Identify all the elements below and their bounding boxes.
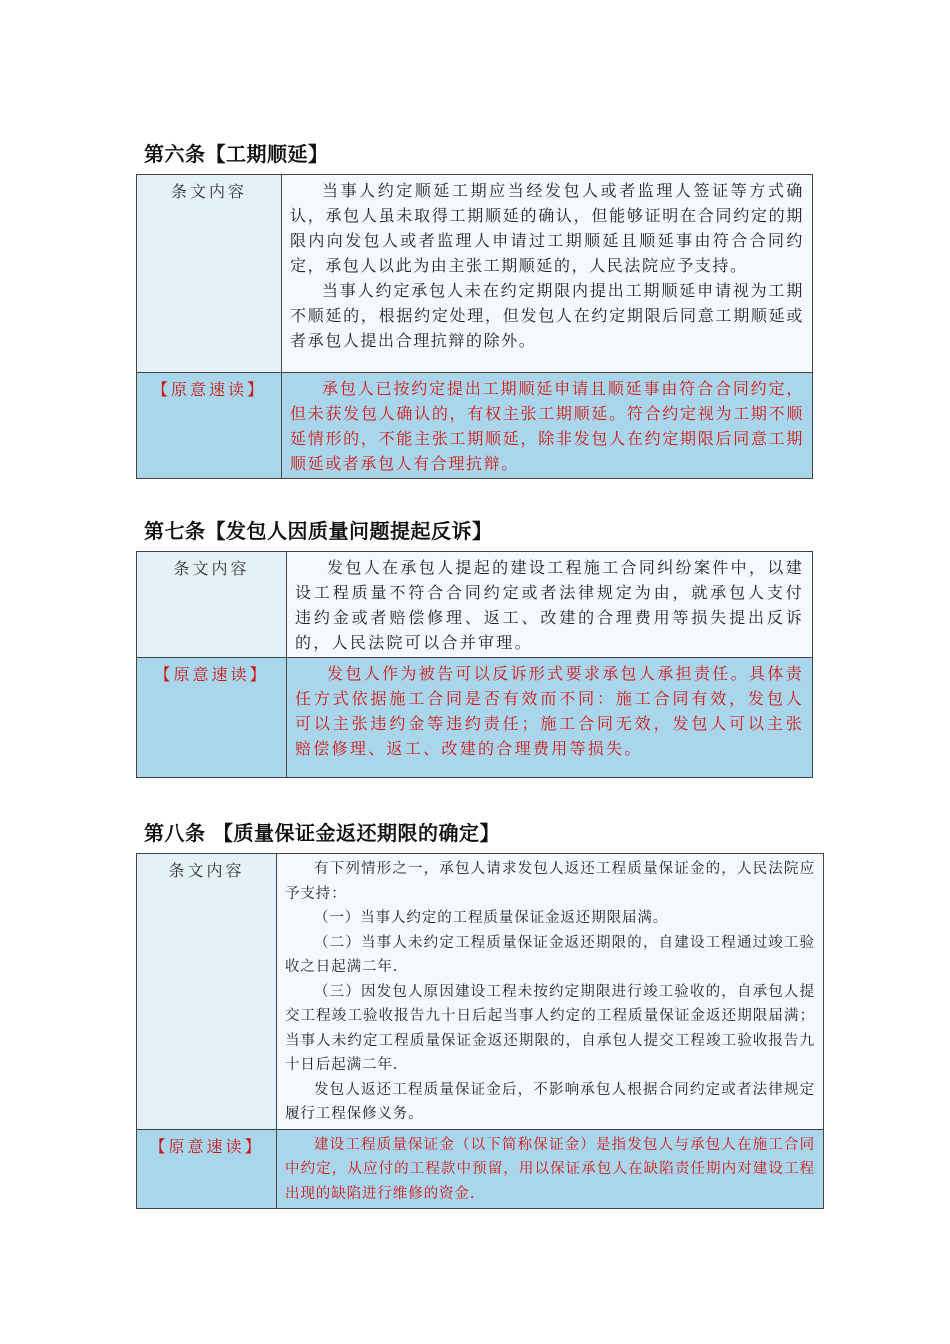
article-7-reading <box>287 658 813 778</box>
article-6-content <box>282 175 813 373</box>
reading-label: 【原意速读】 <box>137 1129 277 1209</box>
article-8-table <box>136 853 824 1209</box>
article-8-reading <box>277 1129 824 1209</box>
article-8-content <box>277 854 824 1130</box>
article-6-table <box>136 174 813 479</box>
article-7-reading-text: 发包人作为被告可以反诉形式要求承包人承担责任。具体责任方式依据施工合同是否有效而不同：施工合同有效，发包人可以主张违约金等违约责任；施工合同无效，发包人可以主张赔偿修理、返工、改建的合理费用等损失。 <box>295 664 804 758</box>
article-8-paragraph-3: （二）当事人未约定工程质量保证金返还期限的，自建设工程通过竣工验收之日起满二年. <box>285 934 815 975</box>
article-8-reading-text: 建设工程质量保证金（以下简称保证金）是指发包人与承包人在施工合同中约定，从应付的工程款中预留，用以保证承包人在缺陷责任期内对建设工程出现的缺陷进行维修的资金. <box>285 1136 815 1202</box>
article-6-paragraph-1: 当事人约定顺延工期应当经发包人或者监理人签证等方式确认，承包人虽未取得工期顺延的确认，但能够证明在合同约定的期限内向发包人或者监理人申请过工期顺延且顺延事由符合合同约定，承包人以此为由主张工期顺延的，人民法院应予支持。 <box>290 181 804 275</box>
content-label: 条文内容 <box>137 175 282 373</box>
reading-label: 【原意速读】 <box>137 658 287 778</box>
article-7-heading: 第七条【发包人因质量问题提起反诉】 <box>144 519 493 543</box>
article-6-paragraph-2: 当事人约定承包人未在约定期限内提出工期顺延申请视为工期不顺延的，根据约定处理，但发包人在约定期限后同意工期顺延或者承包人提出合理抗辩的除外。 <box>290 281 804 350</box>
content-label: 条文内容 <box>137 552 287 658</box>
article-6-reading <box>282 373 813 479</box>
article-8-paragraph-5: 发包人返还工程质量保证金后，不影响承包人根据合同约定或者法律规定履行工程保修义务。 <box>285 1081 815 1122</box>
content-label: 条文内容 <box>137 854 277 1130</box>
article-8-paragraph-1: 有下列情形之一，承包人请求发包人返还工程质量保证金的，人民法院应予支持： <box>285 861 815 902</box>
reading-label: 【原意速读】 <box>137 373 282 479</box>
article-6-heading: 第六条【工期顺延】 <box>144 142 329 166</box>
article-8-paragraph-2: （一）当事人约定的工程质量保证金返还期限届满。 <box>314 910 669 926</box>
article-8-paragraph-4: （三）因发包人原因建设工程未按约定期限进行竣工验收的，自承包人提交工程竣工验收报告九十日后起当事人约定的工程质量保证金返还期限届满；当事人未约定工程质量保证金返还期限的，自承包人提交工程竣工验收报告九十日后起满二年. <box>285 983 815 1073</box>
article-7-table <box>136 551 813 778</box>
article-7-paragraph-1: 发包人在承包人提起的建设工程施工合同纠纷案件中，以建设工程质量不符合合同约定或者法律规定为由，就承包人支付违约金或者赔偿修理、返工、改建的合理费用等损失提出反诉的，人民法院可以合并审理。 <box>295 558 804 652</box>
article-6-reading-text: 承包人已按约定提出工期顺延申请且顺延事由符合合同约定，但未获发包人确认的，有权主张工期顺延。符合约定视为工期不顺延情形的，不能主张工期顺延，除非发包人在约定期限后同意工期顺延或者承包人有合理抗辩。 <box>290 379 804 473</box>
article-7-content <box>287 552 813 658</box>
article-8-heading: 第八条 【质量保证金返还期限的确定】 <box>144 821 500 845</box>
